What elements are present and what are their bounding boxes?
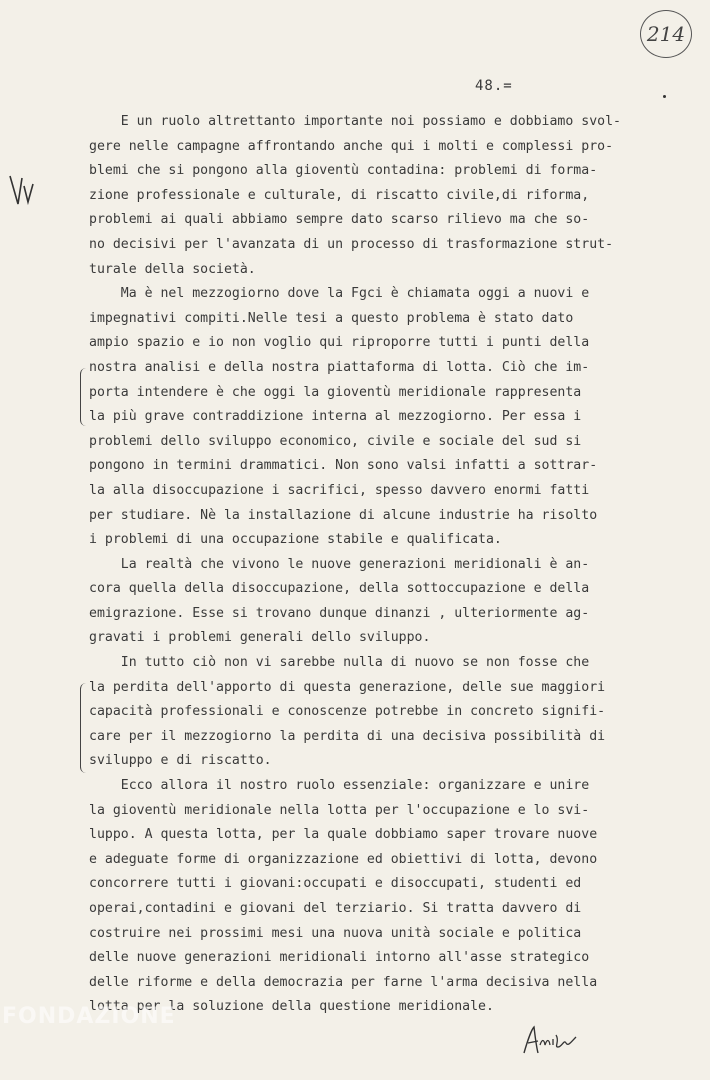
- text-line: blemi che si pongono alla gioventù contadina: problemi di forma-: [89, 163, 598, 179]
- text-line: problemi ai quali abbiamo sempre dato scarso rilievo ma che so-: [89, 212, 590, 228]
- text-line: capacità professionali e conoscenze potrebbe in concreto signifi-: [89, 704, 606, 720]
- text-line: e adeguate forme di organizzazione ed obiettivi di lotta, devono: [89, 851, 598, 867]
- archive-stamp: 214: [640, 10, 692, 58]
- text-line: care per il mezzogiorno la perdita di una decisiva possibilità di: [89, 728, 606, 744]
- text-line: Ecco allora il nostro ruolo essenziale: organizzare e unire: [89, 778, 590, 794]
- text-line: La realtà che vivono le nuove generazioni meridionali è an-: [89, 556, 590, 572]
- text-line: problemi dello sviluppo economico, civile e sociale del sud si: [89, 433, 582, 449]
- text-line: concorrere tutti i giovani:occupati e disoccupati, studenti ed: [89, 876, 582, 892]
- text-line: no decisivi per l'avanzata di un processo di trasformazione strut-: [89, 236, 614, 252]
- text-line: la più grave contraddizione interna al mezzogiorno. Per essa i: [89, 409, 582, 425]
- text-line: sviluppo e di riscatto.: [89, 753, 272, 769]
- text-line: ampio spazio e io non voglio qui riproporre tutti i punti della: [89, 335, 590, 351]
- text-line: nostra analisi e della nostra piattaforma di lotta. Ciò che im-: [89, 359, 590, 375]
- text-line: la perdita dell'apporto di questa generazione, delle sue maggiori: [89, 679, 606, 695]
- text-line: In tutto ciò non vi sarebbe nulla di nuovo se non fosse che: [89, 655, 590, 671]
- page-number: 48.=: [475, 78, 513, 94]
- handwritten-margin-mark: [8, 172, 36, 208]
- text-line: i problemi di una occupazione stabile e qualificata.: [89, 532, 502, 548]
- text-line: costruire nei prossimi mesi una nuova unità sociale e politica: [89, 925, 582, 941]
- text-line: delle nuove generazioni meridionali intorno all'asse strategico: [89, 950, 590, 966]
- typed-body-text: [89, 110, 649, 1020]
- text-line: impegnativi compiti.Nelle tesi a questo problema è stato dato: [89, 310, 574, 326]
- text-line: turale della società.: [89, 261, 256, 277]
- margin-bracket: [80, 683, 87, 773]
- text-line: gere nelle campagne affrontando anche qui i molti e complessi pro-: [89, 138, 614, 154]
- text-line: emigrazione. Esse si trovano dunque dinanzi , ulteriormente ag-: [89, 605, 590, 621]
- text-line: luppo. A questa lotta, per la quale dobbiamo saper trovare nuove: [89, 827, 598, 843]
- text-line: operai,contadini e giovani del terziario. Si tratta davvero di: [89, 901, 582, 916]
- text-line: la gioventù meridionale nella lotta per l'occupazione e lo svi-: [89, 802, 590, 818]
- text-line: delle riforme e della democrazia per farne l'arma decisiva nella: [89, 974, 598, 990]
- text-line: la alla disoccupazione i sacrifici, spesso davvero enormi fatti: [89, 482, 590, 498]
- text-line: lotta per la soluzione della questione meridionale.: [89, 999, 494, 1015]
- text-line: pongono in termini drammatici. Non sono valsi infatti a sottrar-: [89, 458, 598, 474]
- text-line: porta intendere è che oggi la gioventù meridionale rappresenta: [89, 384, 582, 400]
- text-line: zione professionale e culturale, di riscatto civile,di riforma,: [89, 187, 590, 203]
- archive-watermark: FONDAZIONE: [2, 1004, 176, 1029]
- ink-dot: [663, 95, 666, 98]
- text-line: Ma è nel mezzogiorno dove la Fgci è chiamata oggi a nuovi e: [89, 286, 590, 302]
- text-line: per studiare. Nè la installazione di alcune industrie ha risolto: [89, 507, 598, 523]
- text-line: E un ruolo altrettanto importante noi possiamo e dobbiamo svol-: [89, 114, 621, 129]
- handwritten-signature: [520, 1025, 580, 1057]
- text-line: gravati i problemi generali dello sviluppo.: [89, 630, 431, 646]
- text-line: cora quella della disoccupazione, della sottoccupazione e della: [89, 581, 590, 597]
- margin-bracket: [80, 368, 87, 426]
